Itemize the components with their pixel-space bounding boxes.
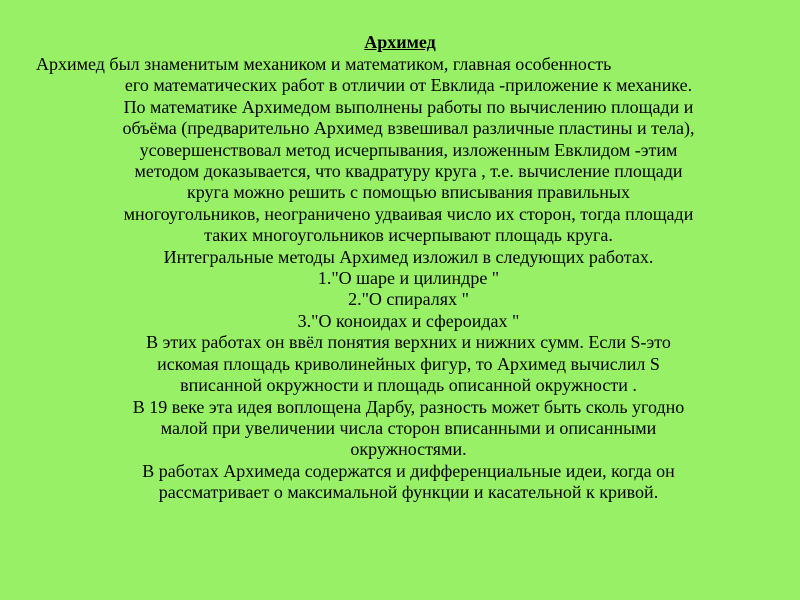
body-line: Архимед был знаменитым механиком и математиком, главная особенность (36, 54, 612, 74)
body-line: искомая площадь криволинейных фигур, то Архимед вычислил S (157, 353, 660, 374)
body-line: вписанной окружности и площадь описанной окружности . (180, 375, 637, 396)
work-list-item: 2."О спиралях " (348, 289, 469, 310)
body-line: В этих работах он ввёл понятия верхних и нижних сумм. Если S-это (146, 332, 671, 353)
body-line: Интегральные методы Архимед изложил в следующих работах. (163, 246, 654, 267)
body-line: методом доказывается, что квадратуру круга , т.е. вычисление площади (134, 161, 683, 182)
body-line: По математике Архимедом выполнены работы по вычислению площади и (123, 96, 694, 117)
body-line: круга можно решить с помощью вписывания правильных (187, 182, 630, 203)
body-line: усовершенствовал метод исчерпывания, изложенным Евклидом -этим (139, 139, 678, 160)
body-line: рассматривает о максимальной функции и касательной к кривой. (158, 482, 659, 503)
body-line: В 19 веке эта идея воплощена Дарбу, разность может быть сколь угодно (132, 396, 685, 417)
body-line: окружностями. (350, 439, 467, 460)
work-list-item: 1."О шаре и цилиндре " (317, 268, 500, 289)
slide-body (36, 54, 781, 504)
work-list-item: 3."О коноидах и сфероидах " (297, 310, 520, 331)
body-line: таких многоугольников исчерпывают площадь круга. (204, 225, 613, 246)
body-line: объёма (предварительно Архимед взвешивал различные пластины и тела), (122, 118, 695, 139)
body-line: малой при увеличении числа сторон вписанными и описанными (160, 417, 657, 438)
body-line: В работах Архимеда содержатся и дифференциальные идеи, когда он (142, 460, 675, 481)
slide-title: Архимед (364, 32, 436, 52)
body-line: многоугольников, неограничено удваивая число их сторон, тогда площади (123, 203, 694, 224)
body-line: его математических работ в отличии от Евклида -приложение к механике. (124, 75, 693, 96)
